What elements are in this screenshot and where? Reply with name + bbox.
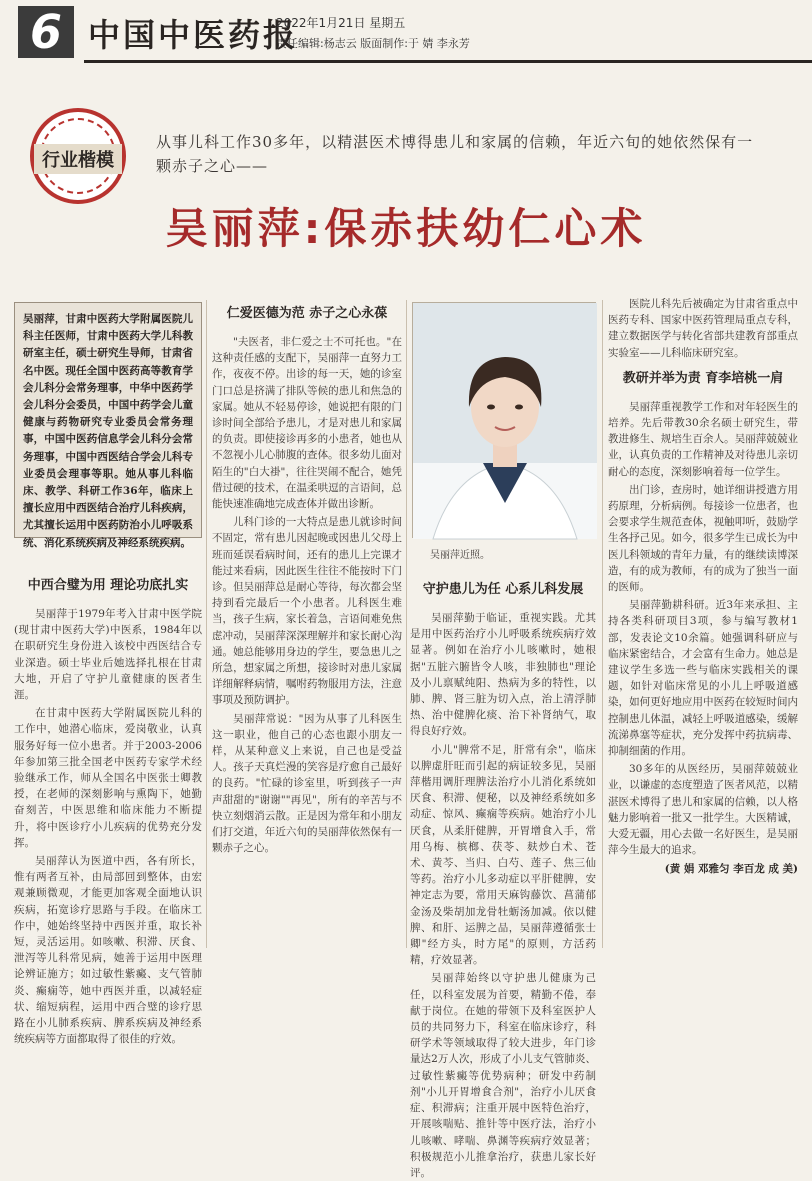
paragraph: 吴丽萍勤于临证，重视实践。尤其是用中医药治疗小儿呼吸系统疾病疗效显著。例如在治疗小儿咳嗽时，她根据"五脏六腑皆令人咳，非独肺也"理论及小儿禀赋纯阳、热病为多的特性，以肺、脾、肾三脏为切入点，治上清浮肺热、治中健脾化痰、治下补肾纳气，取得良好疗效。: [410, 612, 596, 738]
column-tag: 行业楷模: [34, 144, 122, 174]
article-column-1: [14, 576, 202, 1046]
column-divider: [602, 300, 603, 948]
photo-caption: 吴丽萍近照。: [430, 550, 490, 561]
paragraph: 出门诊，查房时，她详细讲授遣方用药原理，分析病例。每接诊一位患者，也会要求学生规范查体，视触叩听，鼓励学生各抒己见。如今，很多学生已成长为中医儿科领域的青年力量，有的继续读博深造，有的成为教师，有的成为了独当一面的医师。: [608, 483, 798, 594]
paragraph: 30多年的从医经历，吴丽萍兢兢业业，以谦虚的态度塑造了医者风范，以精湛医术博得了患儿和家属的信赖，以人格魅力影响着一批又一批学生。大医精诚，大爱无疆，用心去做一名好医生，是吴丽萍今生最大的追求。: [608, 763, 798, 857]
page-number: 6: [18, 6, 74, 58]
profile-box: 吴丽萍，甘肃中医药大学附属医院儿科主任医师，甘肃中医药大学儿科教研室主任，硕士研究生导师，甘肃省名中医。现任全国中医药高等教育学会儿科分会常务理事，中华中医药学会儿科分会委员，中国中药学会儿童健康与药物研究专业委员会常务理事，中国中医药信息学会儿科分会常务理事，中国中西医结合学会儿科专业委员会理事等职。她从事儿科临床、教学、科研工作36年，临床上擅长应用中西医结合治疗儿科疾病，尤其擅长运用中医药防治小儿呼吸系统、消化系统疾病及神经系统疾病。: [14, 302, 202, 538]
paragraph: 吴丽萍勤耕科研。近3年来承担、主持各类科研项目3项，参与编写教材1部，发表论文10余篇。她强调科研应与临床紧密结合，才会富有生命力。她总是建议学生多选一些与临床实践相关的课题，如针对临床常见的小儿上呼吸道感染，如何更好地应用中医药在较短时间内控制患儿体温，减轻上呼吸道感染，缓解流涕鼻塞等症状，充分发挥中药抗病毒、抑制细菌的作用。: [608, 599, 798, 758]
article-lead: 从事儿科工作30多年，以精湛医术博得患儿和家属的信赖，年近六旬的她依然保有一颗赤子之心——: [156, 133, 754, 175]
paragraph: 吴丽萍认为医道中西，各有所长，惟有两者互补，由局部回到整体，由宏观兼顾微观，才能更加客观全面地认识疾病，拓宽诊疗思路与手段。在临床工作中，她始终坚持中西医并重，取长补短，灵活运用。如咳嗽、积滞、厌食、泄泻等儿科常见病，她善于运用中医理论辨证施方；如过敏性紫癜、支气管肺炎、癫痫等，她中西医并重，以减轻症状、缩短病程，运用中西合璧的诊疗思路在小儿肺系疾病、脾系疾病及神经系统疾病等方面都取得了很佳的疗效。: [14, 855, 202, 1046]
portrait-illustration: [413, 303, 597, 539]
paragraph: 吴丽萍常说："因为从事了儿科医生这一职业，他自己的心态也跟小朋友一样，从某种意义上来说，自己也是受益人。孩子天真烂漫的笑容是疗愈自己最好的良药。"忙碌的诊室里，听到孩子一声声甜甜的"谢谢""再见"，所有的辛苦与不快立刻烟消云散。正是因为常年和小朋友们打交道，年近六旬的吴丽萍依然保有一颗赤子之心。: [212, 712, 402, 855]
portrait-photo: [412, 302, 596, 538]
column-badge: [30, 108, 126, 204]
paragraph: 吴丽萍于1979年考入甘肃中医学院(现甘肃中医药大学)中医系，1984年以在职研究生身份进入该校中西医结合专业深造。硕士毕业后她选择扎根在甘肃大地，开启了守护儿童健康的医者生涯。: [14, 608, 202, 702]
issue-info: [276, 14, 470, 51]
section-title: 教研并举为责 育李培桃一肩: [622, 370, 784, 386]
section-title: 仁爱医德为范 赤子之心永葆: [226, 306, 388, 321]
section-title: 守护患儿为任 心系儿科发展: [422, 582, 584, 597]
paragraph: 在甘肃中医药大学附属医院儿科的工作中，她潜心临床，爱岗敬业，认真服务好每一位小患者。并于2003-2006年参加第三批全国老中医药专家学术经验继承工作，师从全国名中医张士卿教授，在老师的深刻影响与熏陶下，她勤奋刻苦，中医思维和临床能力不断提升，将中医诊疗小儿疾病的优势充分发挥。: [14, 707, 202, 849]
paragraph: 小儿"脾常不足，肝常有余"，临床以脾虚肝旺而引起的病证较多见，吴丽萍楷用调肝理脾法治疗小儿消化系统如厌食、积滞、便秘，以及神经系统如多动症、惊风、癫痫等疾病。她治疗小儿厌食，从柔肝健脾，开胃增食入手，常用乌梅、槟榔、茯苓、麸炒白术、苍术、黄芩、当归、白芍、莲子、焦三仙等药。治疗小儿多动症以平肝健脾，安神定志为要，常用天麻钩藤饮、菖蒲郁金汤及柴胡加龙骨牡蛎汤加减。依以健脾、和肝、运脾之品，吴丽萍遵循张士卿"经方头，时方尾"的原则，方活药精，疗效显著。: [410, 743, 596, 967]
article-headline: 吴丽萍:保赤扶幼仁心术: [165, 204, 647, 253]
article-column-3: [410, 580, 596, 1179]
article-column-2: [212, 296, 402, 948]
article-column-4: [608, 296, 798, 948]
paragraph: 吴丽萍重视教学工作和对年轻医生的培养。先后带教30余名硕士研究生，带教进修生、规培生百余人。吴丽萍兢兢业业，认真负责的工作精神及对待患儿亲切耐心的态度，深刻影响着每一位学生。: [608, 400, 798, 478]
masthead-rule: [84, 60, 812, 63]
paragraph: 医院儿科先后被确定为甘肃省重点中医药专科、国家中医药管理局重点专科，建立数据医学与转化省部共建教育部重点实验室——儿科临床研究室。: [608, 298, 798, 359]
section-title: 中西合璧为用 理论功底扎实: [27, 578, 189, 593]
author-byline: (黄 娟 邓雅匀 李百龙 成 美): [664, 862, 798, 875]
paragraph: 吴丽萍始终以守护患儿健康为己任，以科室发展为首要，精勤不倦，奉献于岗位。在她的带领下及科室医护人员的共同努力下，科室在临床诊疗，科研学术等领域取得了较大进步，年门诊量达2万人次，形成了小儿支气管肺炎、过敏性紫癜等优势病种；研发中药制剂"小儿开胃增食合剂"，治疗小儿厌食症、积滞病；注重开展中医特色治疗，开展咳喘贴、推针等中医疗法，治疗小儿咳嗽、哮喘、鼻渊等疾病疗效显著；积极规范小儿推拿治疗，获患儿家长好评。: [410, 972, 596, 1179]
paragraph: 儿科门诊的一大特点是患儿就诊时间不固定，常有患儿因起晚或因患儿父母上班而延误看病时间，还有的患儿上完课才能过来看病，因此医生往往不能按时下门诊。但吴丽萍总是耐心等待，每次都会坚持到看完最后一个小患者。儿科医生难当，孩子生病，家长着急，言语间难免焦虑冲动，吴丽萍深深理解并和家长耐心沟通。她总能够用身边的学生，要急患儿之所急，想家属之所想，接诊时对患儿家属详细解释病情，嘱咐药物服用方法，注意事项及预防调护。: [212, 516, 402, 707]
masthead: [0, 0, 812, 62]
editor-credits: 责任编辑:杨志云 版面制作:于 婧 李永芳: [276, 37, 470, 50]
newspaper-title: 中国中医药报: [88, 16, 299, 54]
column-divider: [406, 300, 407, 948]
column-divider: [206, 300, 207, 948]
paragraph: "夫医者，非仁爱之士不可托也。"在这种责任感的支配下，吴丽萍一直努力工作，夜夜不停。出诊的每一天，她的诊室门口总是挤满了排队等候的患儿和焦急的家属。她从不轻易停诊，她说把有限的门诊时间全部给予患儿，才是对患儿和家属的负责。即使接诊再多的小患者，她也从不忽视小儿心肺腹的查体。很多幼儿面对陌生的"白大褂"，往往哭闹不配合，她凭借过硬的技术，在温柔哄逗的言语间，总能快速准确地完成查体并做出诊断。: [212, 336, 402, 511]
issue-date: 2022年1月21日 星期五: [276, 16, 406, 30]
